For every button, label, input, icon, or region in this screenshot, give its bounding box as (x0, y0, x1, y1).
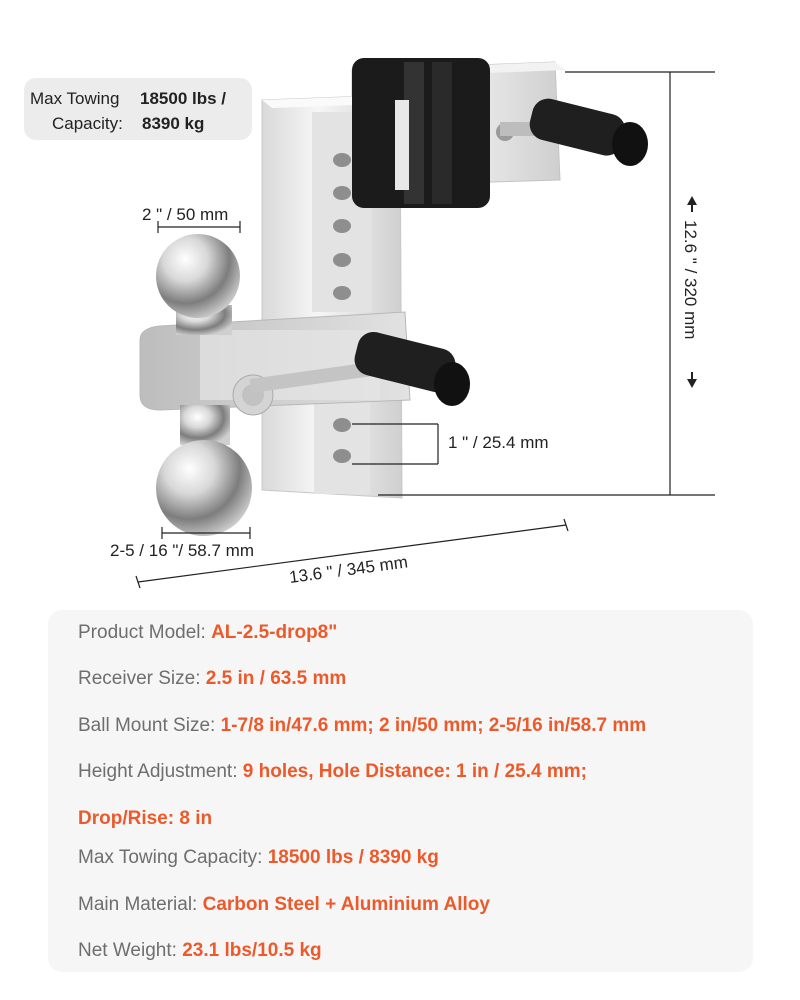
badge-value-line2: 8390 kg (142, 114, 205, 133)
spec-value: Drop/Rise: 8 in (78, 808, 213, 829)
spec-value: Carbon Steel + Aluminium Alloy (202, 894, 490, 915)
spec-value: AL-2.5-drop8" (211, 622, 338, 643)
badge-label-line1: Max Towing (30, 89, 120, 108)
spec-value: 23.1 lbs/10.5 kg (182, 940, 322, 961)
spec-label: Product Model: (78, 622, 212, 643)
badge-value-line1: 18500 lbs / (140, 89, 227, 108)
spec-value: 1-7/8 in/47.6 mm; 2 in/50 mm; 2-5/16 in/58.7 mm (220, 715, 647, 736)
dimension-top-ball (142, 205, 240, 233)
spec-label: Ball Mount Size: (78, 715, 221, 736)
dim-label-hole-distance: 1 " / 25.4 mm (448, 433, 549, 452)
dim-label-length: 13.6 " / 345 mm (288, 552, 409, 587)
spec-value: 18500 lbs / 8390 kg (267, 847, 439, 868)
bottom-hitch-ball (156, 405, 252, 536)
specifications-panel (48, 610, 753, 972)
max-towing-badge (24, 78, 252, 140)
spec-label: Receiver Size: (78, 668, 206, 689)
spec-row-max-towing-capacity (78, 847, 439, 869)
top-hitch-ball (156, 234, 240, 335)
spec-row-receiver-size (78, 668, 346, 690)
spec-row-height-adjustment (78, 761, 587, 783)
spec-row-main-material (78, 894, 490, 916)
spec-row-drop-rise (78, 808, 212, 830)
spec-label: Main Material: (78, 894, 203, 915)
badge-label-line2: Capacity: (52, 114, 123, 133)
spec-row-ball-mount-size (78, 715, 646, 737)
dim-label-height: 12.6 " / 320 mm (681, 220, 700, 340)
spec-value: 9 holes, Hole Distance: 1 in / 25.4 mm; (242, 761, 587, 782)
spec-row-product-model (78, 622, 337, 644)
rubber-collar (352, 58, 490, 208)
spec-label: Height Adjustment: (78, 761, 243, 782)
dim-label-bottom-ball: 2-5 / 16 "/ 58.7 mm (110, 541, 254, 560)
spec-label: Max Towing Capacity: (78, 847, 268, 868)
dim-label-top-ball: 2 " / 50 mm (142, 205, 229, 224)
spec-label: Net Weight: (78, 940, 183, 961)
spec-row-net-weight (78, 940, 322, 962)
spec-value: 2.5 in / 63.5 mm (205, 668, 347, 689)
dimension-bottom-ball (110, 527, 254, 560)
